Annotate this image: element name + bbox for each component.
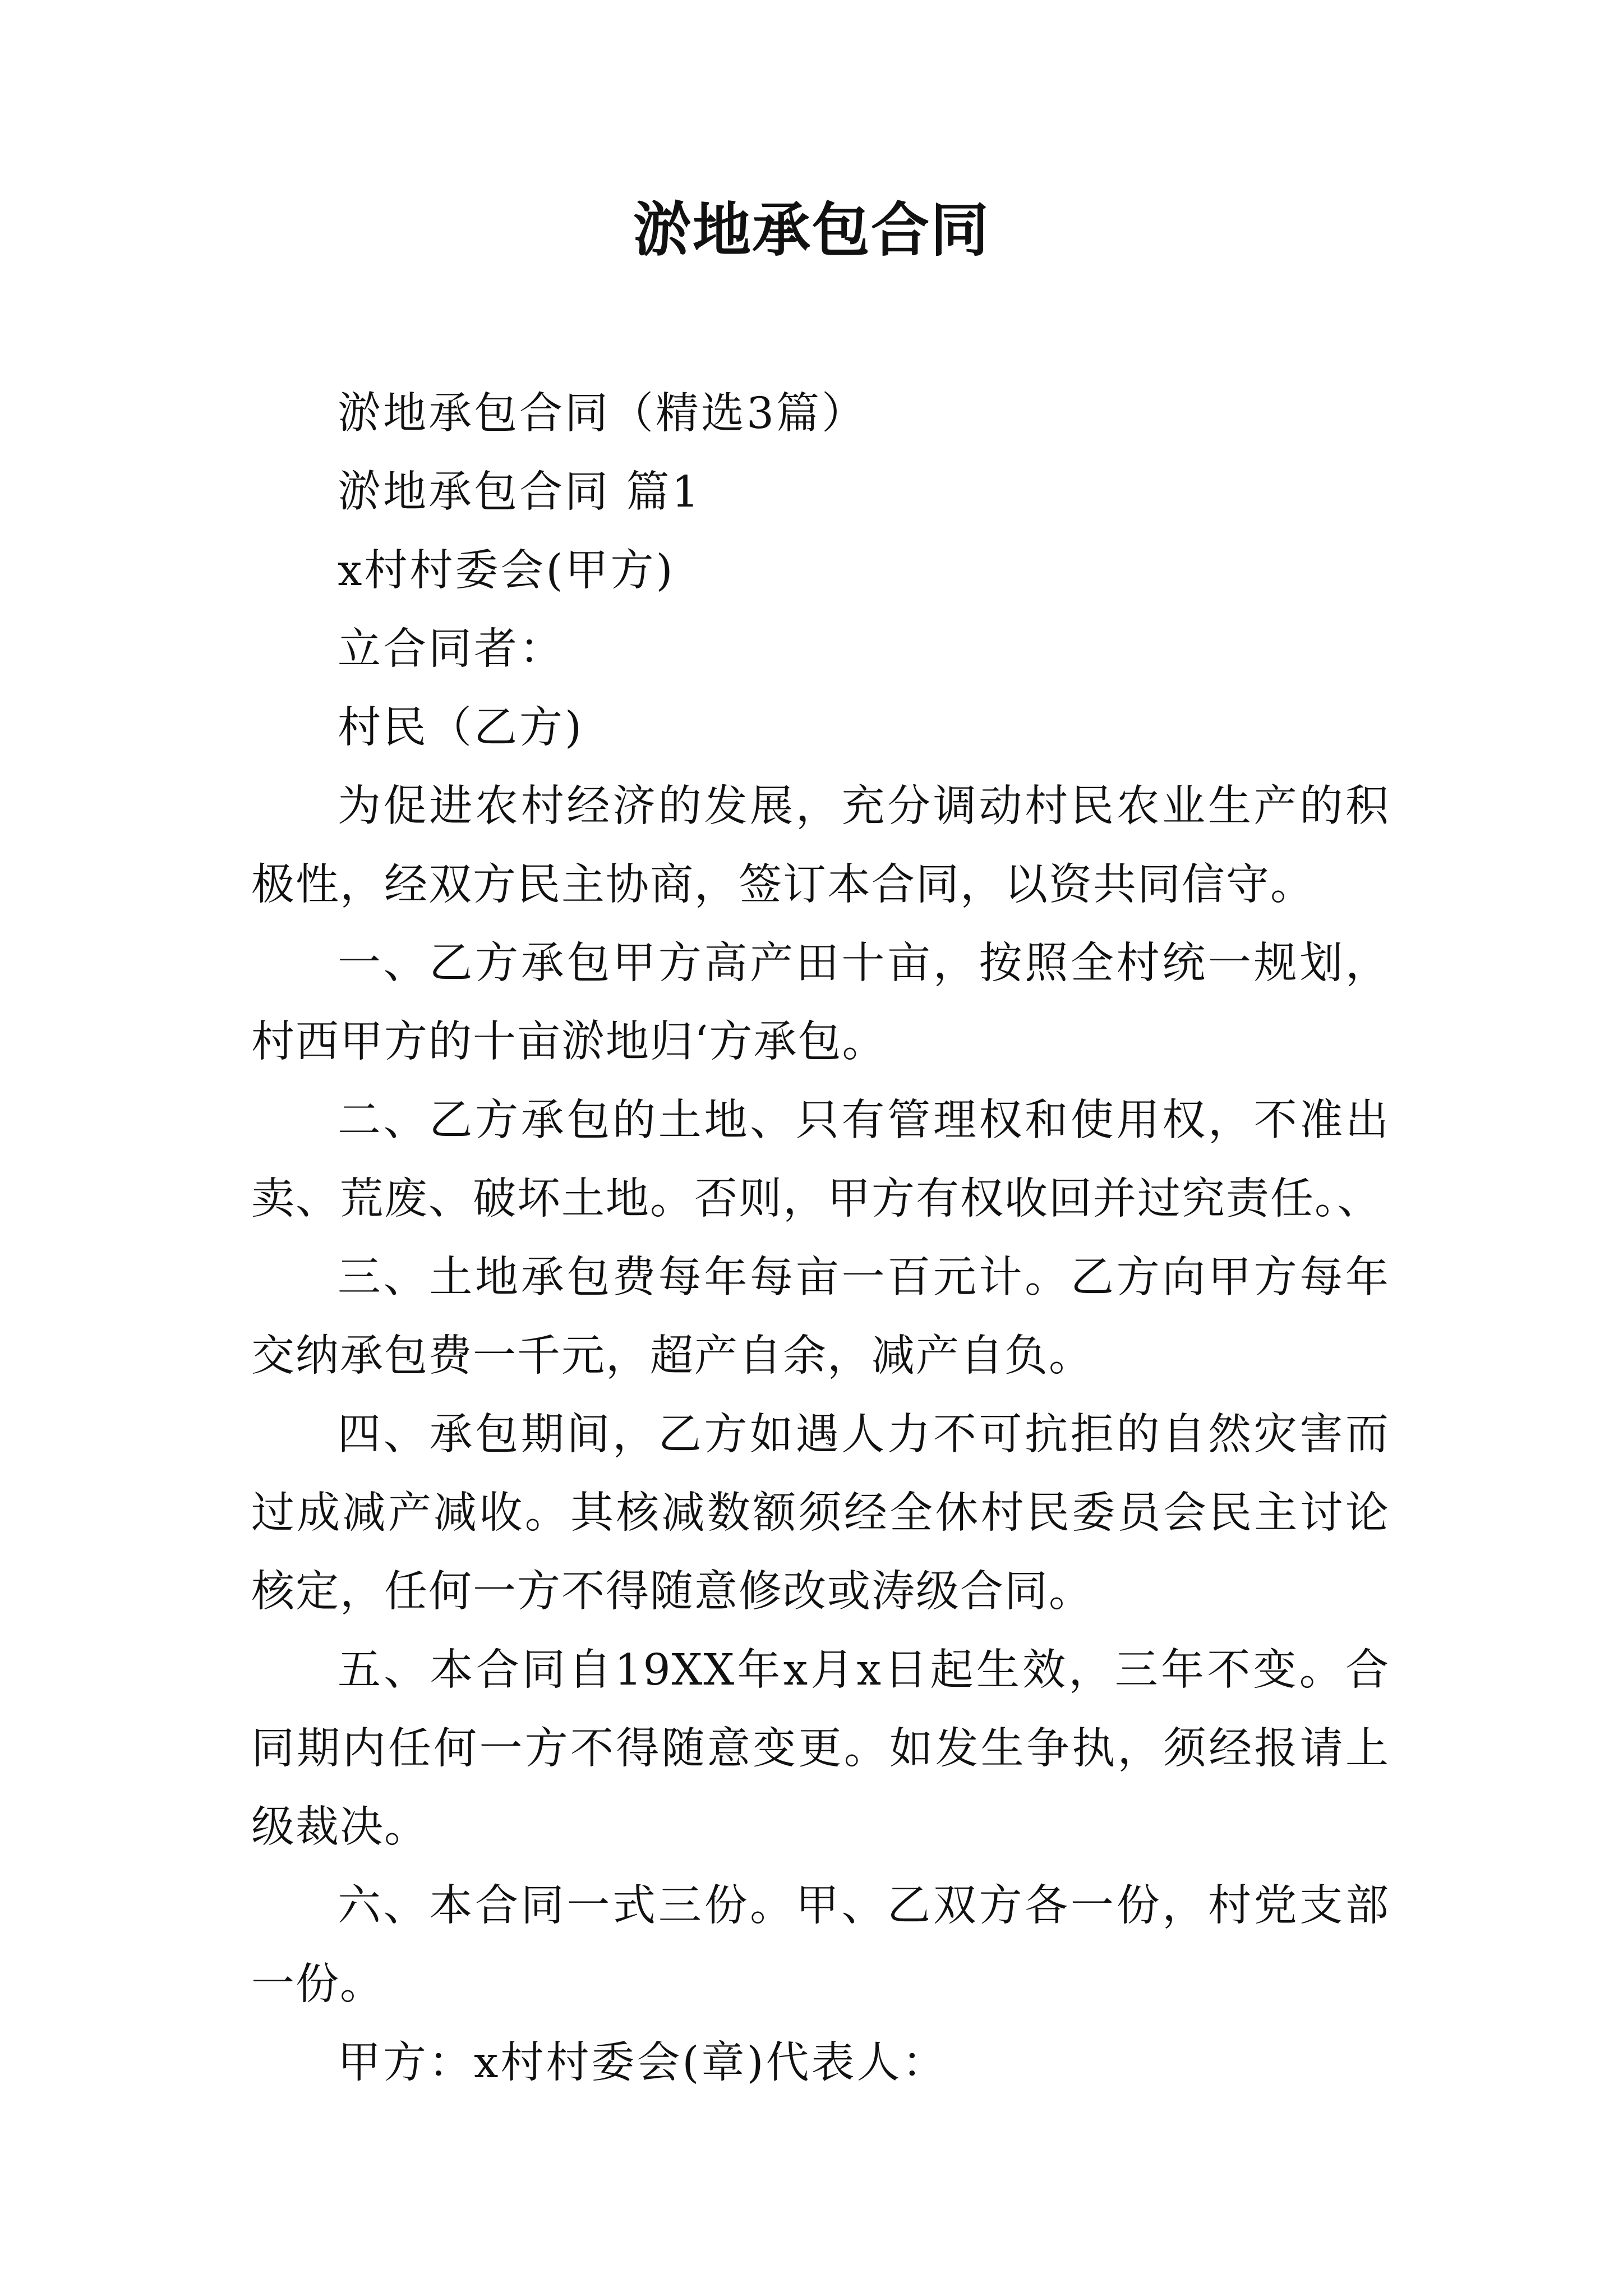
paragraph-clause-3: 三、土地承包费每年每亩一百元计。乙方向甲方每年交纳承包费一千元，超产自余，减产自负。 — [251, 1253, 1390, 1381]
paragraph-party-b: 村民（乙方) — [338, 703, 584, 753]
paragraph-clause-2: 二、乙方承包的土地、只有管理权和使用权，不准出卖、荒废、破坏土地。否则，甲方有权收回并过究责任。、 — [251, 1096, 1390, 1224]
paragraph-party-a: x村村委会(甲方) — [338, 546, 675, 596]
paragraph-clause-6: 六、本合同一式三份。甲、乙双方各一份，村党支部一份。 — [251, 1881, 1390, 2009]
document-title: 淤地承包合同 — [633, 195, 990, 264]
paragraph-clause-4: 四、承包期间，乙方如遇人力不可抗拒的自然灾害而过成减产减收。其核减数额须经全休村民委员会民主讨论核定，任何一方不得随意修改或涛级合同。 — [251, 1410, 1390, 1617]
paragraph-clause-1: 一、乙方承包甲方高产田十亩，按照全村统一规划，村西甲方的十亩淤地归‘方承包。 — [251, 938, 1390, 1067]
document-body — [251, 375, 1390, 2102]
paragraph-clause-5: 五、本合同自19XX年x月x日起生效，三年不变。合同期内任何一方不得随意变更。如发生争执，须经报请上级裁决。 — [251, 1645, 1390, 1852]
paragraph-preamble: 为促进农村经济的发展，充分调动村民农业生产的积极性，经双方民主协商，签订本合同，以资共同信守。 — [251, 781, 1390, 910]
paragraph-signature-party-a: 甲方：x村村委会(章)代表人： — [338, 2038, 948, 2088]
paragraph-section-heading: 淤地承包合同 篇1 — [338, 467, 702, 517]
paragraph-contract-maker: 立合同者： — [338, 624, 565, 674]
paragraph-subtitle: 淤地承包合同（精选3篇） — [338, 389, 867, 439]
